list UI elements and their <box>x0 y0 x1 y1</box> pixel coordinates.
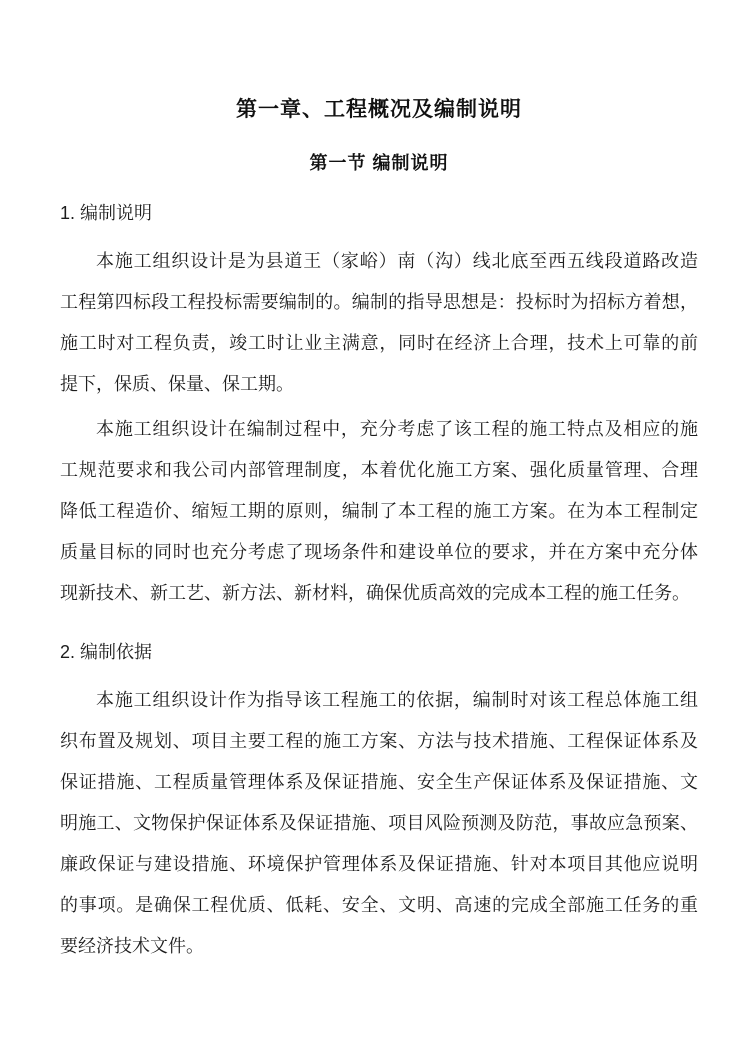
section-title: 第一节 编制说明 <box>309 153 449 173</box>
paragraph <box>60 409 698 614</box>
paragraph <box>60 680 698 967</box>
paragraph-line: 明施工、文物保护保证体系及保证措施、项目风险预测及防范，事故应急预案、 <box>60 813 698 833</box>
paragraph-line: 本施工组织设计是为县道王（家峪）南（沟）线北底至西五线段道路改造 <box>96 251 698 271</box>
paragraph-line: 现新技术、新工艺、新方法、新材料，确保优质高效的完成本工程的施工任务。 <box>60 583 690 603</box>
paragraph-line: 的事项。是确保工程优质、低耗、安全、文明、高速的完成全部施工任务的重 <box>60 895 698 915</box>
paragraph-line: 本施工组织设计作为指导该工程施工的依据，编制时对该工程总体施工组 <box>96 690 698 710</box>
paragraph-line: 廉政保证与建设措施、环境保护管理体系及保证措施、针对本项目其他应说明 <box>60 854 698 874</box>
paragraph-line: 工规范要求和我公司内部管理制度，本着优化施工方案、强化质量管理、合理 <box>60 460 698 480</box>
paragraph-line: 降低工程造价、缩短工期的原则，编制了本工程的施工方案。在为本工程制定 <box>60 501 698 521</box>
section-heading-1: 1. 编制说明 <box>60 203 153 223</box>
chapter-title: 第一章、工程概况及编制说明 <box>236 98 522 121</box>
section-heading-2: 2. 编制依据 <box>60 642 153 662</box>
paragraph <box>60 241 698 405</box>
paragraph-line: 保证措施、工程质量管理体系及保证措施、安全生产保证体系及保证措施、文 <box>60 772 698 792</box>
paragraph-line: 织布置及规划、项目主要工程的施工方案、方法与技术措施、工程保证体系及 <box>60 731 698 751</box>
paragraph-line: 工程第四标段工程投标需要编制的。编制的指导思想是：投标时为招标方着想， <box>60 292 698 312</box>
paragraph-line: 质量目标的同时也充分考虑了现场条件和建设单位的要求，并在方案中充分体 <box>60 542 698 562</box>
paragraph-line: 施工时对工程负责，竣工时让业主满意，同时在经济上合理，技术上可靠的前 <box>60 333 698 353</box>
paragraph-line: 本施工组织设计在编制过程中，充分考虑了该工程的施工特点及相应的施 <box>96 419 698 439</box>
paragraph-line: 要经济技术文件。 <box>60 936 204 956</box>
paragraph-line: 提下，保质、保量、保工期。 <box>60 374 294 394</box>
